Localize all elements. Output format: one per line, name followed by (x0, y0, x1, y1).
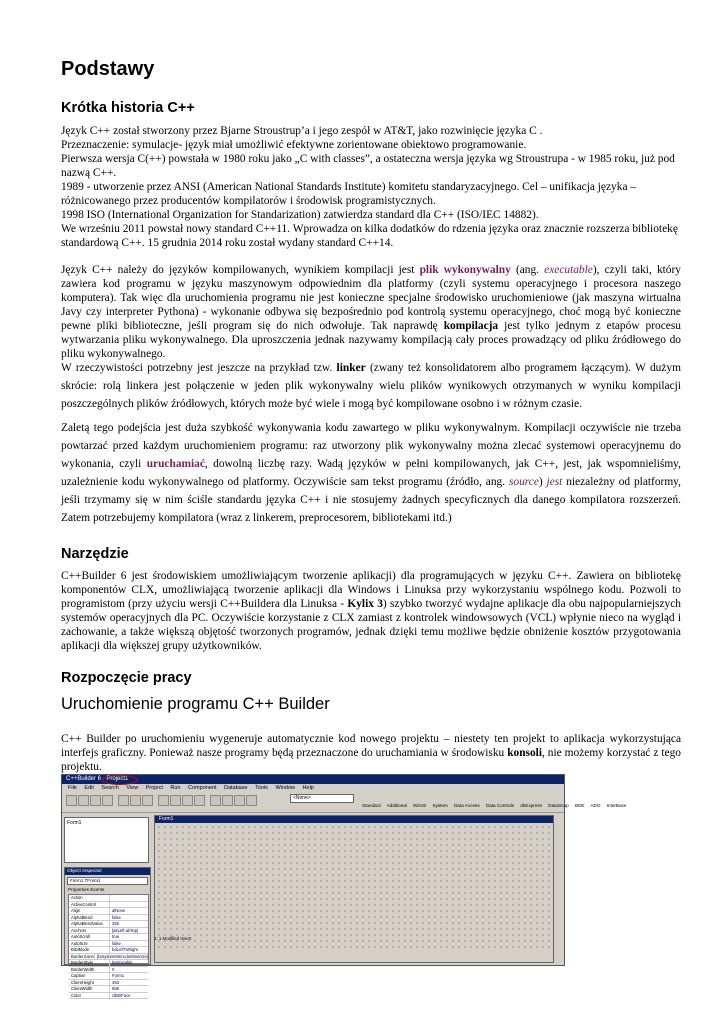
step-icon[interactable] (194, 795, 205, 806)
editor-statusbar: 1: 1 Modified Insert (154, 936, 192, 941)
menu-project[interactable]: Project (145, 785, 163, 791)
property-name: AlphaBlend (69, 915, 110, 921)
property-grid (68, 894, 149, 998)
property-name: Color (69, 993, 110, 999)
text-run: , dowolną liczbę razy. Wadą języków w pełni kompilowanych, jak C++, jest, jak wspomnieliśmy, uzależnienie kodu wykonywalnego od platformy. Oczywiście sam tekst programu (źródło, ang. (61, 458, 681, 488)
keyword-run: uruchamiać (146, 458, 205, 470)
property-value[interactable]: 453 (112, 979, 119, 985)
property-name: Anchors (69, 928, 110, 934)
palette-tab-data-controls[interactable]: Data Controls (485, 803, 514, 808)
remove-file-icon[interactable] (142, 795, 153, 806)
property-name: ClientHeight (69, 980, 110, 986)
history-intro (61, 124, 681, 250)
palette-tab-datasnap[interactable]: DataSnap (548, 803, 569, 808)
property-name: AutoSize (69, 941, 110, 947)
object-inspector (64, 867, 151, 998)
history-line-3: Pierwsza wersja C(++) powstała w 1980 roku jako „C with classes”, a ostateczna wersja języka wg Stroustrupa - w 1985 roku, już pod nazwą C++. (61, 153, 675, 179)
palette-tab-win32[interactable]: Win32 (413, 803, 427, 808)
property-value[interactable]: clBtnFace (112, 992, 131, 998)
inspector-title: Object Inspector (65, 868, 150, 875)
palette-tab-ado[interactable]: ADO (590, 803, 601, 808)
tree-item-form1[interactable]: Form1 (67, 820, 82, 826)
property-value[interactable]: 0 (112, 966, 115, 972)
palette-tab-dbexpress[interactable]: dbExpress (520, 803, 542, 808)
menu-help[interactable]: Help (302, 785, 314, 791)
property-value[interactable]: bdLeftToRight (112, 947, 138, 952)
term-source: source (508, 476, 539, 488)
text-run: ) (538, 476, 547, 488)
text-run: , nie możemy korzystać z tego projektu. (61, 747, 681, 773)
property-name: AutoScroll (69, 934, 110, 940)
property-value[interactable]: Form1 (112, 973, 125, 978)
cpp-builder-screenshot (61, 774, 627, 998)
property-row[interactable] (69, 993, 148, 1000)
palette-tab-system[interactable]: System (432, 803, 448, 808)
keyword-executable-file: plik wykonywalny (419, 264, 511, 276)
property-value[interactable] (110, 895, 112, 901)
property-name: Align (69, 908, 110, 914)
text-run: ) szybko tworzyć wydajne aplikacje dla obu najpopularniejszych systemów operacyjnych dla PC. Oczywiście korzystanie z CLX zamiast z kontrolek windowsowych (VCL) wpłynie nieco na wygląd i zachowanie, a także większą objętość tworzonych programów, jednak dzięki temu możliwe będzie obniżenie kosztów przygotowania aplikacji dla większej grupy użytkowników. (61, 598, 681, 652)
property-name: AlphaBlendValue (69, 921, 110, 927)
text-run: (zwany też konsolidatorem albo programem łączącym). W dużym skrócie: rolą linkera jest połączenie w jeden plik wykonywalny wielu plików wynikowych otrzymanych w wyniku kompilacji poszczególnych plików źródłowych, których może być wiele i mogą być kompilowane osobno i w różnym czasie. (61, 362, 681, 410)
property-value[interactable] (110, 902, 112, 908)
ide-toolbar (62, 792, 627, 813)
property-name: BorderIcons (71, 953, 94, 959)
history-line-6: We wrześniu 2011 powstał nowy standard C++11. Wprowadza on kilka dodatków do rdzenia języka oraz znacznie rozszerza bibliotekę standardową C++. 15 grudnia 2014 roku został wydany standard C++14. (61, 223, 678, 249)
text-run: C++ Builder po uruchomieniu wygeneruje automatycznie kod nowego projektu – niestety ten projekt to aplikacja wykorzystująca interfejs graficzny. Ponieważ nasze programy będą przeznaczone do uruchamiania w środowisku (61, 733, 681, 759)
text-run: niezależny od platformy, jeśli trzymamy się w nim ściśle standardu języka C++ i nie stosujemy żadnych specyficznych dla danego kompilatora rozszerzeń. Zatem potrzebujemy kompilatora (wraz z linkerem, preprocesorem, bibliotekami itd.) (61, 476, 681, 524)
ide-title: C++Builder 6 - Project1 (66, 776, 129, 782)
toggle-icon[interactable] (234, 795, 245, 806)
property-name: Action (69, 895, 110, 901)
palette-tab-standard[interactable]: Standard (362, 803, 381, 808)
menu-edit[interactable]: Edit (84, 785, 94, 791)
palette-tab-data-access[interactable]: Data Access (454, 803, 480, 808)
run-icon[interactable] (158, 795, 169, 806)
desktop-combo[interactable]: <None> (290, 794, 354, 803)
tool-heading: Narzędzie (61, 546, 129, 562)
text-run: Język C++ należy do języków kompilowanych, wynikiem kompilacji jest (61, 264, 420, 276)
menu-search[interactable]: Search (101, 785, 119, 791)
menu-component[interactable]: Component (188, 785, 217, 791)
save-all-icon[interactable] (102, 795, 113, 806)
menu-window[interactable]: Window (275, 785, 296, 791)
menu-file[interactable]: File (68, 785, 77, 791)
property-value[interactable]: [akLeft,akTop] (112, 927, 139, 933)
tool-paragraph (61, 569, 681, 653)
palette-tab-bde[interactable]: BDE (575, 803, 585, 808)
property-name: BorderWidth (69, 967, 110, 973)
history-line-2: Przeznaczenie: symulacje- język miał umożliwić efektywne zorientowane obiektowo programowanie. (61, 139, 527, 151)
compilation-paragraph (61, 263, 681, 361)
palette-tab-additional[interactable]: Additional (386, 803, 407, 808)
menu-tools[interactable]: Tools (255, 785, 268, 791)
page-title: Podstawy (61, 58, 155, 80)
text-run: (ang. (510, 264, 545, 276)
pause-icon[interactable] (170, 795, 181, 806)
text-run: C++Builder 6 jest środowiskiem umożliwiającym tworzenie aplikacji) dla programujących w języku C++. Zawiera on bibliotekę komponentów CLX, umożliwiającą tworzenie aplikacji dla Windows i Linuksa przy wykorzystaniu wspólnego kodu. Pozwoli to programistom (przy użyciu wersji C++Buildera dla Linuksa - (61, 570, 681, 610)
property-value[interactable]: alNone (112, 908, 126, 913)
menu-view[interactable]: View (126, 785, 139, 791)
property-value[interactable]: false (112, 914, 121, 920)
form-design-grid[interactable] (156, 824, 552, 952)
view-unit-icon[interactable] (210, 795, 221, 806)
new-form-icon[interactable] (246, 795, 257, 806)
start-paragraph (61, 732, 681, 774)
property-name: ClientWidth (69, 986, 110, 992)
text-run: jest tylko jednym z etapów procesu wytwarzania pliku wykonywalnego. Dla uproszczenia jednak nazywamy kompilacją cały proces prowadzący od pliku źródłowego do pliku wykonywalnego. (61, 320, 681, 360)
text-run: Zaletą tego podejścia jest duża szybkość wykonywania kodu zawartego w pliku wykonywalnym. Kompilacji oczywiście nie trzeba powtarzać przed każdym uruchomieniem programu: raz utworzony plik wykonywalny można zlecać systemowi operacyjnemu do wykonania, czyli (61, 422, 681, 470)
keyword-console: konsoli (507, 747, 543, 759)
property-name: BiDiMode (69, 947, 110, 953)
linker-paragraph (61, 359, 681, 413)
open-icon[interactable] (78, 795, 89, 806)
property-value[interactable]: false (112, 940, 121, 946)
keyword-linker: linker (336, 362, 366, 374)
component-palette-tabs (362, 802, 627, 809)
text-run: ), czyli taki, który zawiera kod programu w języku maszynowym odpowiednim dla platformy (czyli systemu operacyjnego i procesora naszego komputera). Tak więc dla uruchomienia programu nie jest konieczne specjalne środowisko uruchomieniowe (jak maszyna wirtualna Javy czy interpreter Pythona) - wykonanie odbywa się bezpośrednio pod kontrolą systemu operacyjnego, choć mogą być konieczne pewne pliki biblioteczne, jeśli program się do nich odwołuje. Tak naprawdę (61, 264, 681, 332)
start-subheading: Uruchomienie programu C++ Builder (61, 695, 330, 713)
property-value[interactable]: bsSizeable (112, 960, 133, 965)
keyword-compilation: kompilacja (443, 320, 499, 332)
property-value[interactable]: [biSystemMenu,biMinimize] (97, 953, 148, 959)
history-heading: Krótka historia C++ (61, 100, 195, 116)
term-executable: executable (544, 264, 593, 276)
property-name: BorderStyle (69, 960, 110, 966)
history-line-1: Język C++ został stworzony przez Bjarne Stroustrup’a i jego zespół w AT&T, jako rozwinięcie języka C . (61, 125, 543, 137)
view-form-icon[interactable] (222, 795, 233, 806)
term-jest: jest (546, 476, 563, 488)
menu-database[interactable]: Database (224, 785, 248, 791)
form-title: Form1 (155, 816, 553, 823)
property-value[interactable]: 688 (112, 986, 119, 991)
add-file-icon[interactable] (130, 795, 141, 806)
inspector-tabs[interactable]: Properties Events (68, 887, 105, 892)
keyword-kylix: Kylix 3 (347, 598, 383, 610)
history-line-4: 1989 - utworzenie przez ANSI (American National Standards Institute) komitetu standaryzacyjnego. Cel – unifikacja języka – różnicowanego przez producentów kompilatorów i środowisk programistycznych. (61, 181, 637, 207)
object-tree-view (64, 817, 149, 863)
palette-tab-interbase[interactable]: InterBase (606, 803, 627, 808)
property-name: Caption (69, 973, 110, 979)
property-value[interactable]: 255 (112, 921, 119, 926)
save-icon[interactable] (90, 795, 101, 806)
ide-menubar (62, 784, 564, 792)
advantages-paragraph (61, 419, 681, 527)
history-line-5: 1998 ISO (International Organization for Standarization) zatwierdza standard dla C++ (ISO/IEC 14882). (61, 209, 539, 221)
inspector-object-select[interactable]: Form1 TForm1 (67, 877, 148, 885)
property-name: ActiveControl (69, 902, 110, 908)
new-icon[interactable] (66, 795, 77, 806)
trace-icon[interactable] (182, 795, 193, 806)
text-run: W rzeczywistości potrzebny jest jeszcze na przykład tzw. (61, 362, 337, 374)
menu-run[interactable]: Run (170, 785, 181, 791)
start-heading: Rozpoczęcie pracy (61, 670, 192, 686)
property-value[interactable]: true (112, 934, 120, 939)
open-project-icon[interactable] (118, 795, 129, 806)
